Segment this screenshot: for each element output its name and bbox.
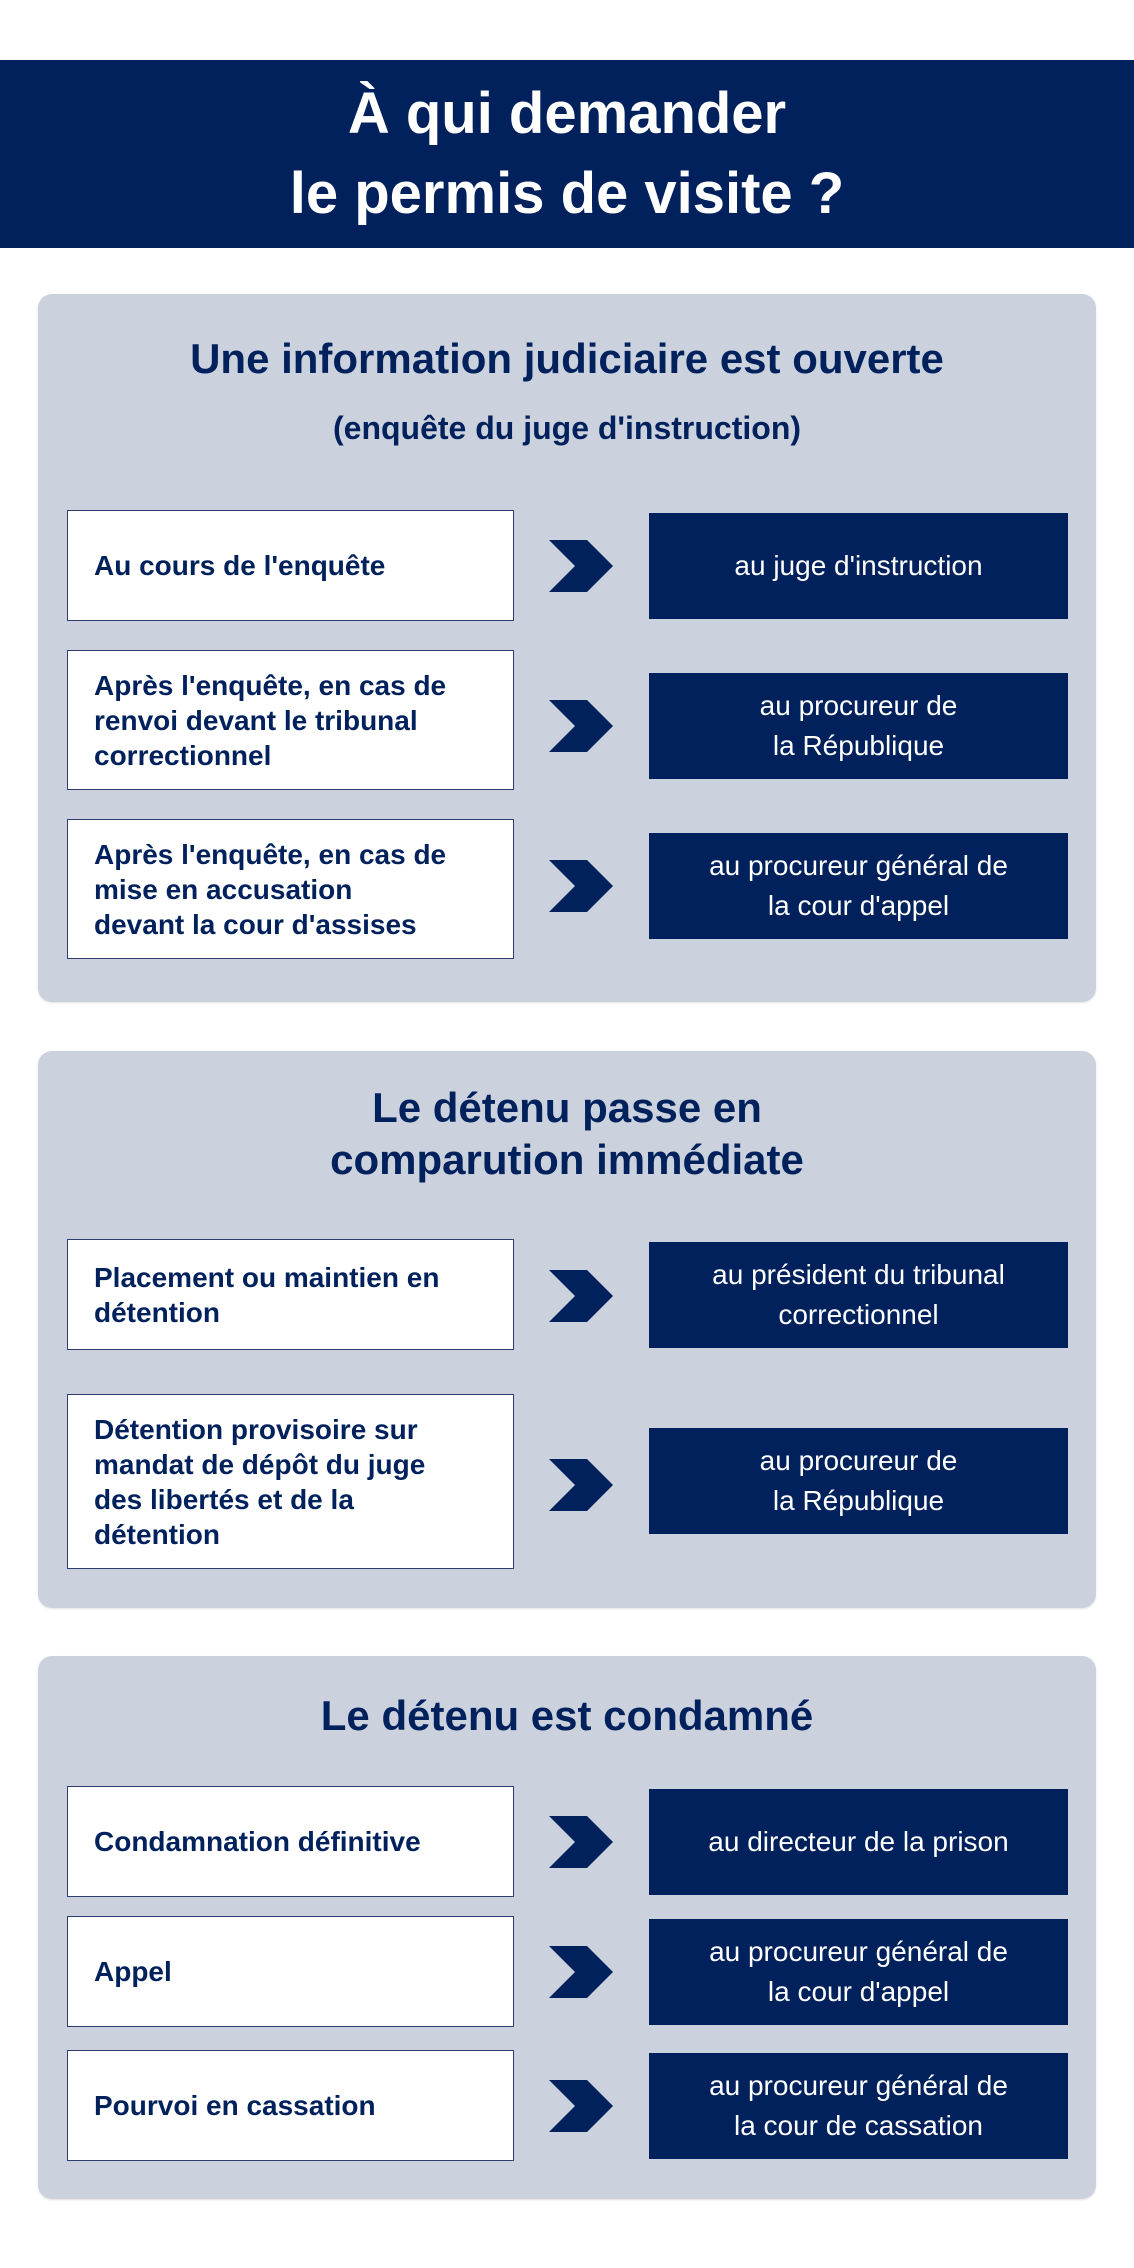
condition-text: Condamnation définitive [94, 1826, 421, 1857]
section-detenu-condamne [38, 1656, 1096, 2199]
condition-text: Après l'enquête, en cas de [94, 838, 447, 870]
recipient-text: au directeur de la prison [708, 1826, 1009, 1857]
recipient-text: la République [772, 1485, 945, 1516]
condition-text: mise en accusation [94, 873, 353, 905]
condition-box [67, 1394, 514, 1569]
recipient-text: au procureur général de [709, 2070, 1008, 2101]
header-banner [0, 60, 1134, 248]
condition-text: détention [94, 1296, 220, 1328]
recipient-box [649, 1919, 1068, 2025]
recipient-text: la cour d'appel [767, 1976, 950, 2007]
recipient-text: au procureur général de [709, 1936, 1008, 1967]
section-title [38, 334, 1096, 384]
recipient-box [649, 2053, 1068, 2159]
section-subtitle [38, 408, 1096, 448]
condition-text: correctionnel [94, 739, 272, 771]
chevron-right-icon [549, 1816, 613, 1868]
recipient-text: la cour de cassation [733, 2110, 984, 2141]
condition-text: devant la cour d'assises [94, 908, 417, 940]
chevron-right-icon [549, 1459, 613, 1511]
section-title [38, 1690, 1096, 1742]
recipient-box [649, 513, 1068, 619]
condition-box [67, 510, 514, 621]
recipient-text: la cour d'appel [767, 890, 950, 921]
section-information-judiciaire [38, 294, 1096, 1002]
recipient-box [649, 833, 1068, 939]
section-title [38, 1082, 1096, 1186]
recipient-text: au procureur général de [709, 850, 1008, 881]
section-comparution-immediate [38, 1051, 1096, 1608]
condition-text: Détention provisoire sur [94, 1413, 418, 1445]
recipient-text: correctionnel [778, 1299, 939, 1330]
recipient-box [649, 673, 1068, 779]
condition-box [67, 819, 514, 959]
recipient-text: la République [772, 730, 945, 761]
condition-box [67, 650, 514, 790]
condition-text: Pourvoi en cassation [94, 2090, 376, 2121]
section-title-line: Le détenu passe en [372, 1084, 762, 1131]
condition-text: Placement ou maintien en [94, 1261, 440, 1293]
recipient-text: au juge d'instruction [734, 550, 983, 581]
chevron-right-icon [549, 1946, 613, 1998]
recipient-text: au procureur de [759, 690, 958, 721]
chevron-right-icon [549, 860, 613, 912]
condition-text: Au cours de l'enquête [94, 550, 386, 581]
condition-text: détention [94, 1518, 220, 1550]
recipient-box [649, 1242, 1068, 1348]
condition-box [67, 1239, 514, 1350]
section-title-line: Le détenu est condamné [320, 1692, 814, 1739]
condition-box [67, 2050, 514, 2161]
condition-text: Après l'enquête, en cas de [94, 669, 447, 701]
chevron-right-icon [549, 1270, 613, 1322]
page-title-line-2: le permis de visite ? [289, 161, 845, 226]
section-subtitle-text: (enquête du juge d'instruction) [332, 410, 802, 446]
chevron-right-icon [549, 700, 613, 752]
chevron-right-icon [549, 2080, 613, 2132]
page-title-line-1: À qui demander [347, 81, 787, 146]
recipient-box [649, 1789, 1068, 1895]
recipient-text: au procureur de [759, 1445, 958, 1476]
chevron-right-icon [549, 540, 613, 592]
condition-text: des libertés et de la [94, 1483, 354, 1515]
recipient-text: au président du tribunal [712, 1259, 1005, 1290]
condition-text: renvoi devant le tribunal [94, 704, 418, 736]
section-title-line: comparution immédiate [330, 1136, 804, 1183]
condition-box [67, 1916, 514, 2027]
condition-text: mandat de dépôt du juge [94, 1448, 426, 1480]
section-title-line: Une information judiciaire est ouverte [190, 335, 944, 382]
condition-box [67, 1786, 514, 1897]
recipient-box [649, 1428, 1068, 1534]
condition-text: Appel [94, 1956, 172, 1987]
